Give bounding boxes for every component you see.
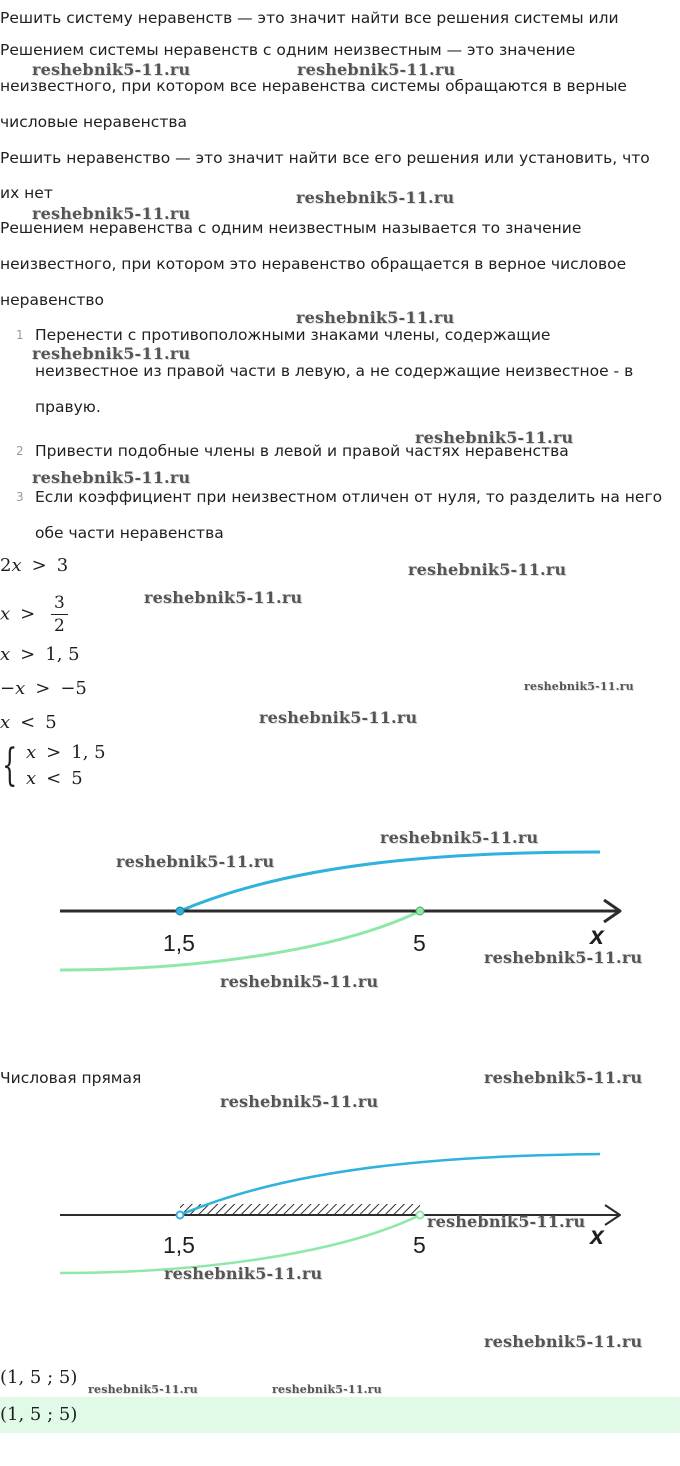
step-text: неизвестное из правой части в левую, а не содержащие неизвестное - в [35, 362, 634, 380]
label-a: 1,5 [163, 930, 195, 956]
math-line-2: x > $\frac{3}{2}$ [0, 592, 68, 637]
watermark: reshebnik5-11.ru [408, 560, 567, 579]
watermark: reshebnik5-11.ru [88, 1383, 198, 1396]
watermark: reshebnik5-11.ru [427, 1212, 586, 1231]
step-text: Перенести с противоположными знаками члены, содержащие [35, 326, 551, 344]
step-text: Привести подобные члены в левой и правой частях неравенства [35, 442, 569, 460]
point-b [417, 1212, 424, 1219]
axis-label: x [590, 1222, 604, 1250]
watermark: reshebnik5-11.ru [297, 60, 456, 79]
step-number: 2 [16, 444, 24, 458]
watermark: reshebnik5-11.ru [220, 972, 379, 991]
definition-inequality-solution-2: неизвестного, при котором это неравенство обращается в верное числовое [0, 255, 627, 273]
watermark: reshebnik5-11.ru [484, 948, 643, 967]
system-row-1: x > 1, 5 [26, 742, 106, 763]
step-number: 1 [16, 328, 24, 342]
watermark: reshebnik5-11.ru [524, 680, 634, 693]
number-line-caption: Числовая прямая [0, 1069, 142, 1087]
fraction: $\frac{3}{2}$ [51, 592, 68, 637]
step-text: обе части неравенства [35, 524, 224, 542]
definition-system-solution-1: Решением системы неравенств с одним неизвестным — это значение [0, 41, 576, 59]
lower-arc [60, 911, 420, 970]
answer-line: (1, 5 ; 5) [0, 1367, 78, 1388]
math-line-4: −x > −5 [0, 678, 87, 699]
watermark: reshebnik5-11.ru [32, 344, 191, 363]
answer-final: (1, 5 ; 5) [0, 1404, 78, 1425]
watermark: reshebnik5-11.ru [484, 1332, 643, 1351]
math-line-5: x < 5 [0, 712, 57, 733]
watermark: reshebnik5-11.ru [380, 828, 539, 847]
step-number: 3 [16, 490, 24, 504]
step-text: Если коэффициент при неизвестном отличен от нуля, то разделить на него [35, 488, 663, 506]
watermark: reshebnik5-11.ru [220, 1092, 379, 1111]
watermark: reshebnik5-11.ru [296, 308, 455, 327]
system-brace: { [2, 740, 18, 791]
definition-inequality-solution-3: неравенство [0, 291, 104, 309]
definition-inequality-solve-2: их нет [0, 184, 53, 202]
point-a [177, 1212, 184, 1219]
watermark: reshebnik5-11.ru [32, 60, 191, 79]
answer-highlight [0, 1397, 680, 1433]
axis-label: x [590, 922, 604, 950]
watermark: reshebnik5-11.ru [116, 852, 275, 871]
watermark: reshebnik5-11.ru [296, 188, 455, 207]
math-line-1: 2x > 3 [0, 555, 69, 576]
definition-system-solve: Решить систему неравенств — это значит найти все решения системы или [0, 9, 619, 27]
watermark: reshebnik5-11.ru [272, 1383, 382, 1396]
point-a [176, 907, 184, 915]
watermark: reshebnik5-11.ru [164, 1264, 323, 1283]
point-b [416, 907, 424, 915]
definition-inequality-solve-1: Решить неравенство — это значит найти все его решения или установить, что [0, 149, 650, 167]
watermark: reshebnik5-11.ru [32, 468, 191, 487]
label-b: 5 [413, 930, 426, 956]
definition-system-solution-3: числовые неравенства [0, 113, 187, 131]
step-text: правую. [35, 398, 101, 416]
definition-system-solution-2: неизвестного, при котором все неравенства системы обращаются в верные [0, 77, 627, 95]
watermark: reshebnik5-11.ru [484, 1068, 643, 1087]
definition-inequality-solution-1: Решением неравенства с одним неизвестным называется то значение [0, 219, 582, 237]
label-a: 1,5 [163, 1232, 195, 1258]
system-row-2: x < 5 [26, 768, 83, 789]
watermark: reshebnik5-11.ru [415, 428, 574, 447]
watermark: reshebnik5-11.ru [32, 204, 191, 223]
watermark: reshebnik5-11.ru [259, 708, 418, 727]
label-b: 5 [413, 1232, 426, 1258]
watermark: reshebnik5-11.ru [144, 588, 303, 607]
math-line-3: x > 1, 5 [0, 644, 80, 665]
